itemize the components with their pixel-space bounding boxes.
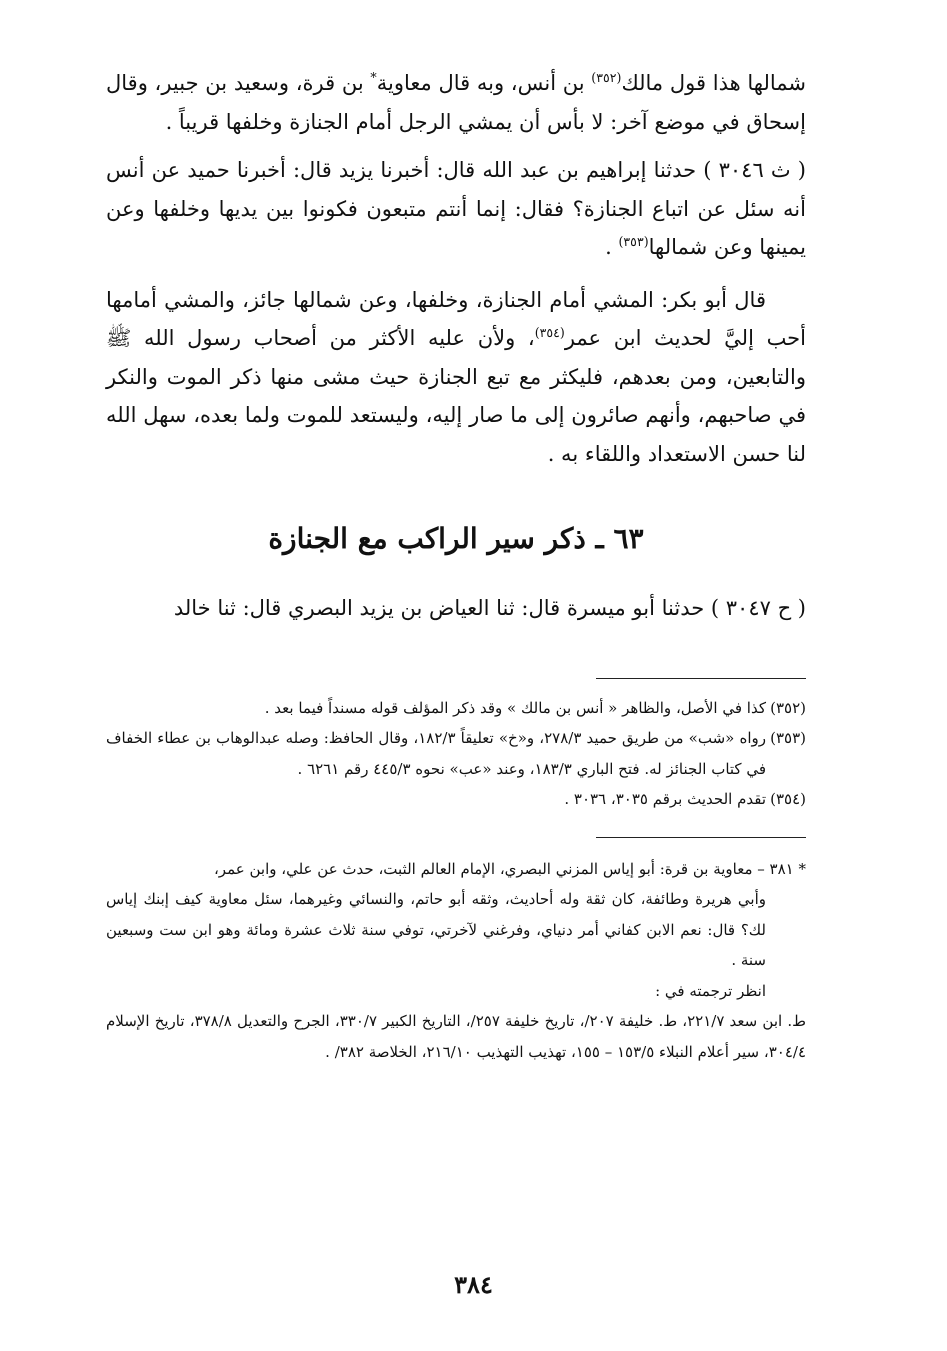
- footnote-ref-354[interactable]: (٣٥٤): [534, 325, 565, 340]
- footnote-text: رواه «شب» من طريق حميد ٢٧٨/٣، و«خ» تعليقاً ١٨٢/٣، وقال الحافظ: وصله عبدالوهاب بن عطاء الخفاف في كتاب الجنائز له. فتح الباري ١٨٣/٣، وعند «عب» نحوه ٤٤٥/٣ رقم ٦٢٦١ .: [106, 729, 766, 778]
- page-content: [106, 64, 806, 1067]
- footnote-number: (٣٥٢): [770, 698, 806, 717]
- footnote-divider: [596, 678, 806, 679]
- main-text: [106, 64, 806, 473]
- footnote-ref-353[interactable]: (٣٥٣): [618, 234, 649, 249]
- text-segment: قال أبو بكر: المشي أمام الجنازة، وخلفها، وعن شمالها جائز، والمشي أمامها أحب إليَّ لحديث ابن عمر: [106, 287, 806, 350]
- text-segment: .: [605, 235, 619, 259]
- bio-see-also: انظر ترجمته في :: [655, 981, 766, 1000]
- hadith-3047: ( ح ٣٠٤٧ ) حدثنا أبو ميسرة قال: ثنا العياض بن يزيد البصري قال: ثنا خالد: [173, 596, 806, 620]
- text-segment: شمالها هذا قول مالك: [621, 71, 806, 95]
- footnotes: [106, 693, 806, 815]
- hadith-3046: [106, 151, 806, 267]
- text-segment: ، ولأن عليه الأكثر من أصحاب رسول الله ﷺ والتابعين، ومن بعدهم، فليكثر مع تبع الجنازة حيث مشى منها ذكر الموت والنكر في صاحبهم، وأنهم صائرون إلى ما صار إليه، وليستعد للموت ولما بعده، سهل الله لنا حسن الاستعداد واللقاء به .: [106, 326, 806, 466]
- footnote-text: تقدم الحديث برقم ٣٠٣٥، ٣٠٣٦ .: [564, 790, 766, 808]
- bio-divider: [596, 837, 806, 838]
- bio-sources: ط. ابن سعد ٢٢١/٧، ط. خليفة ٢٠٧/، تاريخ خليفة ٢٥٧/، التاريخ الكبير ٣٣٠/٧، الجرح والتعديل ٣٧٨/٨، تاريخ الإسلام ٣٠٤/٤، سير أعلام النبلاء ١٥٣/٥ – ١٥٥، تهذيب التهذيب ٢١٦/١٠، الخلاصة ٣٨٢/ .: [106, 1012, 806, 1061]
- footnote-ref-352[interactable]: (٣٥٢): [591, 70, 622, 85]
- footnote-number: (٣٥٣): [770, 729, 806, 747]
- text-segment: بن أنس، وبه قال معاوية: [376, 71, 592, 95]
- footnote-text: كذا في الأصل، والظاهر « أنس بن مالك » وقد ذكر المؤلف قوله مسنداً فيما بعد .: [264, 698, 766, 717]
- footnote-353: [106, 723, 806, 784]
- bio-ref-marker[interactable]: *: [370, 70, 377, 85]
- abu-bakr-paragraph: [106, 281, 806, 474]
- bio-entry-continued: وأبي هريرة وطائفة، كان ثقة وله أحاديث، وثقه أبو حاتم، والنسائي وغيرهما، سئل معاوية كيف إبنك إياس لك؟ قال: نعم الابن كفاني أمر دنياي، وفرغني لآخرتي، توفي سنة ثلاث عشرة ومائة وهو ابن ست وسبعين سنة .: [106, 890, 766, 969]
- biography-note: [106, 854, 806, 1068]
- bio-entry: * ٣٨١ – معاوية بن قرة: أبو إياس المزني البصري، الإمام العالم الثبت، حدث عن علي، وابن عمر،: [213, 859, 806, 878]
- page-number: ٣٨٤: [454, 1270, 493, 1299]
- paragraph-continued: [106, 64, 806, 141]
- chapter-heading: ٦٣ ـ ذكر سير الراكب مع الجنازة: [268, 522, 644, 555]
- footnote-354: [106, 784, 806, 815]
- footnote-number: (٣٥٤): [770, 790, 806, 808]
- text-segment: ( ث ٣٠٤٦ ) حدثنا إبراهيم بن عبد الله قال: أخبرنا يزيد قال: أخبرنا حميد عن أنس أنه سئل عن اتباع الجنازة؟ فقال: إنما أنتم متبعون فكونوا بين يديها وخلفها وعن يمينها وعن شمالها: [106, 158, 806, 259]
- footnote-352: [106, 693, 806, 724]
- text-segment: بن قرة، وسعيد بن جبير، وقال إسحاق في موضع آخر: لا بأس أن يمشي الرجل أمام الجنازة وخلفها قريباً .: [106, 71, 806, 134]
